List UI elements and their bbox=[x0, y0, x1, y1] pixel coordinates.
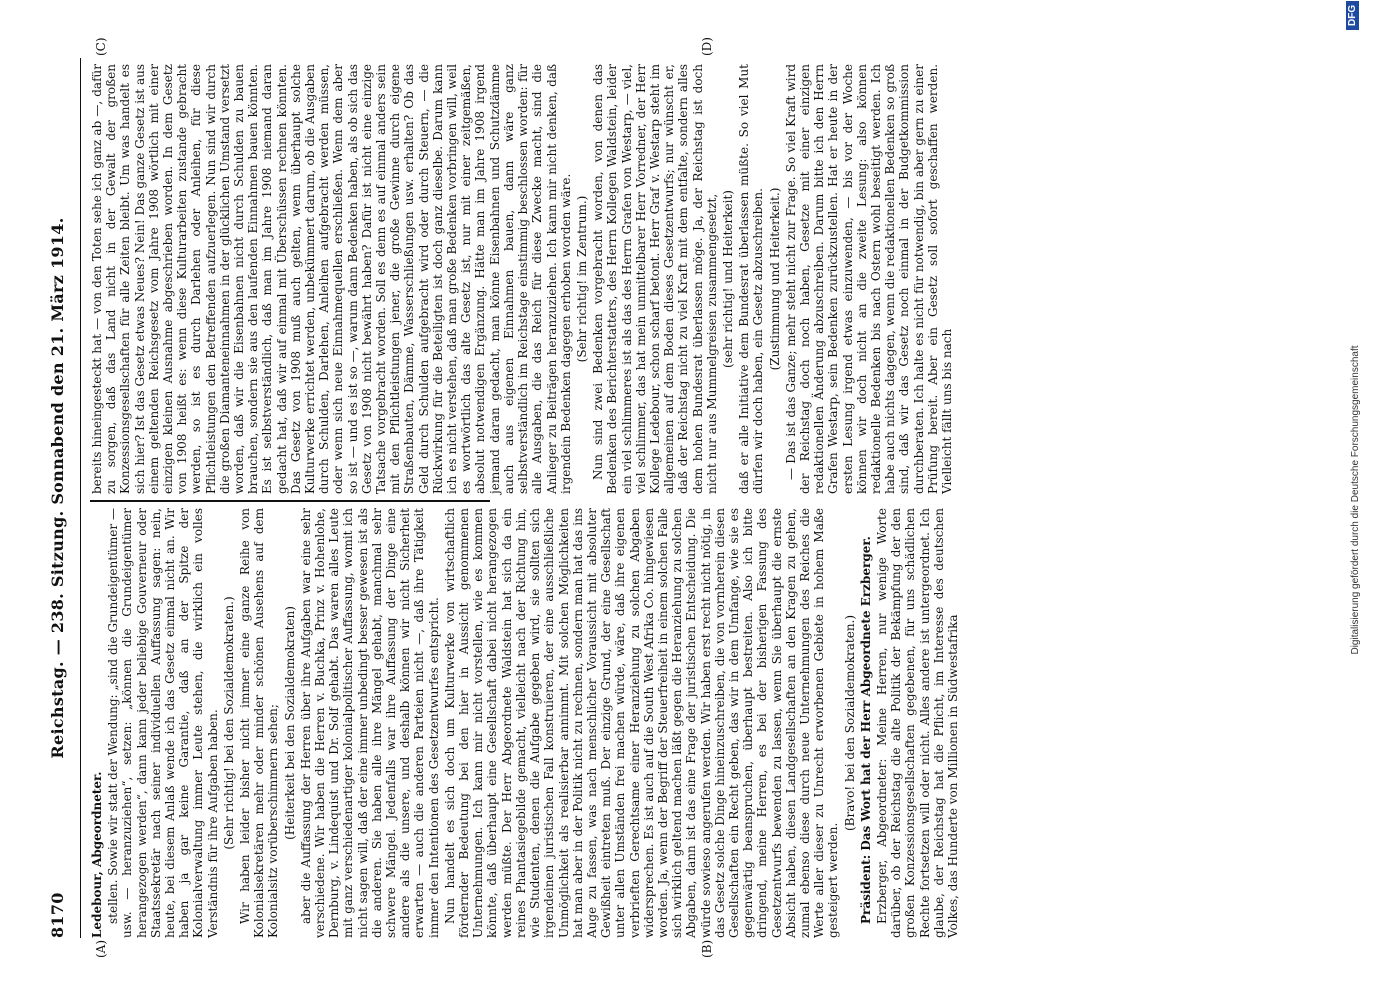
remark: (Sehr richtig! bei den Sozialdemokraten.) bbox=[221, 596, 236, 850]
column-divider bbox=[90, 500, 490, 502]
margin-mark-d: (D) bbox=[700, 37, 714, 56]
header-rule bbox=[80, 58, 81, 938]
paragraph: bereits hineingesteckt hat — von den Toten sehe ich ganz ab —, dafür zu sorgen, daß das Land nicht in der Gewalt der großen Konzessionsgesellschaften für alle Zeiten bleibt. Um was handelt es sich hier? Ist das Gesetz etwas Neues? Nein! Das ganze Gesetz ist aus einem geltenden Reichsgesetz vom Jahre 1908 wörtlich mit einer einzigen kleinen Ausnahme abgeschrieben worden. In dem Gesetz von 1908 heißt es: wenn diese Kulturarbeiten zustande gebracht werden, so ist es durch Darlehen oder Anleihen, für diese Pflichtleistungen den Betreffenden aufzuerlegen. Nun sind wir durch die großen Diamanteneinnahmen in der glücklichen Umstand versetzt worden, daß wir die Eisenbahnen nicht durch Schulden zu bauen brauchen, sondern sie aus den laufenden Einnahmen bauen könnten. Es ist selbstverständlich, daß man im Jahre 1908 niemand daran gedacht hat, daß wir auf einmal mit Überschüssen rechnen könnten. Das Gesetz von 1908 muß auch gelten, wenn überhaupt solche Kulturwerke errichtet werden, unbekümmert darum, ob die Ausgaben durch Schulden, Darlehen, Anleihen aufgebracht werden müssen, oder wenn sich neue Einnahmequellen erschließen. Wenn dem aber so ist — und es ist so —, warum dann Bedenken haben, als ob sich das Gesetz von 1908 nicht bewährt haben? Dafür ist nicht eine einzige Tatsache vorgebracht worden. Soll es denn es auf einmal anders sein mit den Pflichtleistungen jener, die große Gewinne durch eigene Straßenbauten, Dämme, Wasserschließungen usw. erhalten? Ob das Geld durch Schulden aufgebracht wird oder durch Steuern, — die Rückwirkung für die Beteiligten ist doch ganz dieselbe. Darum kann ich es nicht verstehen, daß man große Bedenken vorbringen will, weil es wortwörtlich das alte Gesetz ist, nur mit einer zeitgemäßen, absolut notwendigen Ergänzung. Hätte man im Jahre 1908 irgend jemand daran gedacht, man könne Eisenbahnen und Schutzdämme auch aus eigenen Einnahmen bauen, dann wäre ganz selbstverständlich im Reichstage einstimmig beschlossen worden: für alle Ausgaben, die das Reich für diese Zwecke macht, sind die Anlieger zu Beiträgen heranzuziehen. Ich kann mir nicht denken, daß irgendein Bedenken dagegen erhoben worden wäre. bbox=[90, 64, 573, 494]
margin-mark-b: (B) bbox=[700, 939, 714, 958]
paragraph: stellen. Sowie wir statt der Wendung: „sind die Grundeigentümer — usw. — heranzuziehen“, setzen: „können die Grundeigentümer herangezogen werden“, dann kann jeder beliebige Gouverneur oder Staatssekretär nach seiner individuellen Auffassung sagen: nein, heute, bei diesem Anlaß wende ich das Gesetz einmal nicht an. Wir haben ja gar keine Garantie, daß an der Spitze der Kolonialverwaltung immer Leute stehen, die wirklich ein volles Verständnis für ihre Aufgaben haben. bbox=[106, 508, 220, 938]
digitization-note: Digitalisierung gefördert durch die Deutsche Forschungsgemeinschaft bbox=[1350, 345, 1361, 655]
margin-mark-a: (A) bbox=[94, 939, 108, 958]
right-column bbox=[90, 64, 956, 494]
paragraph: Nun handelt es sich doch um Kulturwerke von wirtschaftlich fördernder Bedeutung bei den hier in Aussicht genommenen Unternehmungen. Ich kann mir nicht vorstellen, wie es kommen könnte, daß überhaupt eine Gesellschaft dabei nicht herangezogen werden müßte. Der Herr Abgeordnete Waldstein hat sich da ein reines Phantasiegebilde gemacht, vielleicht nach der Richtung hin, wie Studenten, denen die Aufgabe gegeben wird, sie sollten sich irgendeinen juristischen Fall konstruieren, der eine ausschließliche Unmöglichkeit als realisierbar annimmt. Mit solchen Möglichkeiten hat man aber in der Politik nicht zu rechnen, sondern man hat das ins Auge zu fassen, was nach menschlicher Voraussicht mit absoluter Gewißheit eintreten muß. Der einzige Grund, der eine Gesellschaft unter allen Umständen frei machen würde, wäre, daß ihre eigenen verbrieften Gerechtsame einer Heranziehung zu solchen Abgaben widersprechen. Es ist auch auf die South West Afrika Co. hingewiesen worden. Ja, wenn der Begriff der Steuerfreiheit in einem solchen Falle sich wirklich geltend machen läßt gegen die Heranziehung zu solchen Abgaben, dann ist das eine Frage der juristischen Entscheidung. Die würde sowieso angerufen werden. Wir haben erst recht nicht nötig, in das Gesetz solche Dinge hineinzuschreiben, die von vornherein diesen Gesellschaften ein Recht geben, das wir in dem Umfange, wie sie es gegenwärtig beanspruchen, überhaupt bestreiten. Also ich bitte dringend, meine Herren, es bei der bisherigen Fassung des Gesetzentwurfs bewenden zu lassen, wenn Sie überhaupt die ernste Absicht haben, diesen Landgesellschaften an den Kragen zu gehen, zumal ebenso diese durch neue Unternehmungen des Reiches die Werte aller dieser zu Unrecht erworbenen Gebiete in hohem Maße gesteigert werden. bbox=[442, 508, 841, 938]
paragraph: daß er alle Initiative dem Bundesrat überlassen müßte. So viel Mut dürfen wir doch haben, ein Gesetz abzuschreiben. bbox=[737, 64, 766, 494]
page-header bbox=[48, 38, 74, 938]
remark: (Zustimmung und Heiterkeit.) bbox=[767, 187, 782, 371]
page-title: Reichstag. — 238. Sitzung. Sonnabend den 21. März 1914. bbox=[48, 217, 67, 759]
paragraph: Erzberger, Abgeordneter: Meine Herren, nur wenige Worte darüber, ob der Reichstag die alte Politik der Bekämpfung der den großen Konzessionsgesellschaften gegebenen, für uns schädlichen Rechte fortsetzen will oder nicht. Alles andere ist untergeordnet. Ich glaube, der Reichstag hat die Pflicht, im Interesse des deutschen Volkes, das Hunderte von Millionen in Südwestafrika bbox=[874, 508, 960, 938]
remark: (sehr richtig! und Heiterkeit) bbox=[720, 190, 735, 368]
paragraph: — Das ist das Ganze; mehr steht nicht zur Frage. So viel Kraft wird der Reichstag doch noch haben, Gesetze mit einer einzigen redaktionellen Änderung abzuschreiben. Darum bitte ich den Herrn Grafen Westarp, sein Bedenken zurückzustellen. Hat er heute in der ersten Lesung irgend etwas einzuwenden, — bis vor der Woche können wir doch nicht an die zweite Lesung: also können redaktionelle Bedenken bis nach Ostern wohl beseitigt werden. Ich habe auch nichts dagegen, wenn die redaktionellen Bedenken so groß sind, daß wir das Gesetz noch einmal in der Budgetkommission durchberaten. Ich halte es nicht für notwendig, bin aber gern zu einer Prüfung bereit. Aber ein Gesetz soll sofort geschaffen werden. Vielleicht fällt uns bis nach bbox=[783, 64, 954, 494]
remark: (Sehr richtig! im Zentrum.) bbox=[574, 195, 589, 363]
paragraph: Nun sind zwei Bedenken vorgebracht worden, von denen das Bedenken des Berichterstatters, des Herrn Kollegen Waldstein, leider ein viel schlimmeres ist als das des Herrn Grafen von Westarp, — viel, viel schlimmer, das hat mein unmittelbarer Herr Vorredner, der Herr Kollege Ledebour, schon scharf betont. Herr Graf v. Westarp steht im allgemeinen auf dem Boden dieses Gesetzentwurfs; nur wünscht er, daß der Reichstag nicht zu viel Kraft mit dem entfalte, sondern alles dem hohen Bundesrat überlassen möge. Ja, der Reichstag ist doch nicht nur aus Mummelgreisen zusammengesetzt, bbox=[591, 64, 719, 494]
paragraph: aber die Auffassung der Herren über ihre Aufgaben war eine sehr verschiedene. Wir haben die Herren v. Buchka, Prinz v. Hohenlohe, Dernburg, v. Lindequist und Dr. Solf gehabt. Das waren alles Leute mit ganz verschiedenartiger kolonialpolitischer Auffassung, womit ich nicht sagen will, daß der eine immer unbedingt besser gewesen ist als die anderen. Sie haben alle ihre Mängel gehabt, manchmal sehr schwere Mängel. Jedenfalls war ihre Auffassung der Dinge eine andere als die unsere, und deshalb können wir nicht Sicherheit erwarten — auch die anderen Parteien nicht —, daß ihre Tätigkeit immer den Intentionen des Gesetzentwurfes entspricht. bbox=[298, 508, 441, 938]
left-column bbox=[90, 508, 962, 938]
dfg-logo: DFG bbox=[1346, 1, 1359, 30]
remark: (Bravo! bei den Sozialdemokraten.) bbox=[842, 614, 857, 832]
remark: (Heiterkeit bei den Sozialdemokraten) bbox=[282, 606, 297, 840]
president-line: Präsident: Das Wort hat der Herr Abgeordnete Erzberger. bbox=[858, 536, 873, 924]
paragraph: Wir haben leider bisher nicht immer eine ganze Reihe von Kolonialsekretären mehr oder minder schönen Ausehens auf dem Kolonialsitz vorüberschimmern sehen; bbox=[238, 508, 281, 938]
margin-mark-c: (C) bbox=[94, 37, 108, 56]
page-number: 8170 bbox=[48, 892, 67, 938]
speaker-line: Ledebour, Abgeordneter. bbox=[90, 771, 104, 938]
